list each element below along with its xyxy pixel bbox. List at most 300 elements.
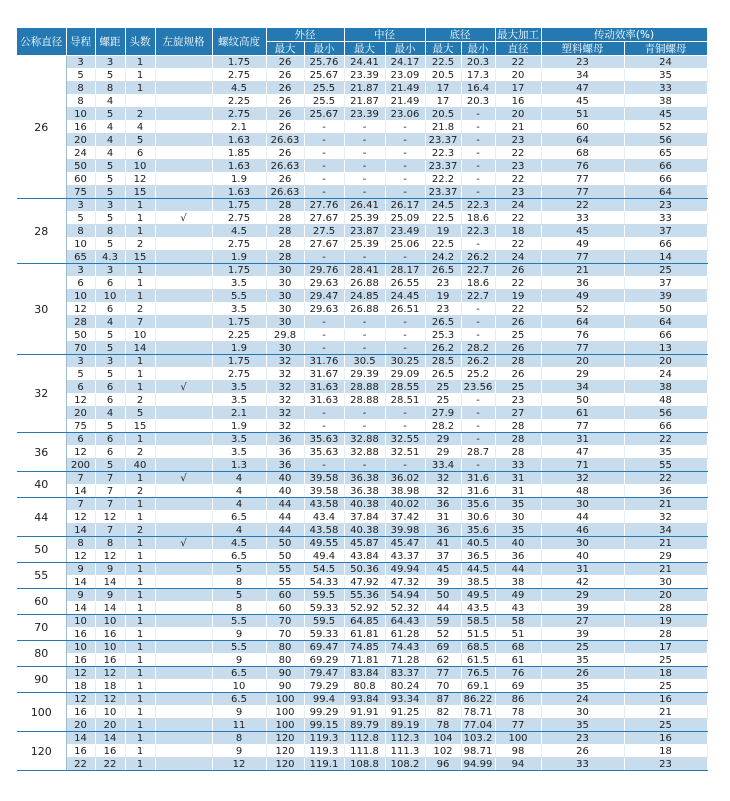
table-cell: 49 xyxy=(541,238,624,251)
table-cell: 35 xyxy=(624,69,707,82)
table-cell: 3.5 xyxy=(212,446,266,459)
table-cell: 26.88 xyxy=(344,277,385,290)
table-cell: 30 xyxy=(266,264,304,277)
table-cell: 31 xyxy=(541,433,624,446)
table-cell: - xyxy=(344,173,385,186)
col-thread-height: 螺纹高度 xyxy=(212,28,266,56)
table-row xyxy=(17,212,707,225)
table-cell: 89.79 xyxy=(344,719,385,732)
table-cell xyxy=(155,329,212,342)
table-cell: 24 xyxy=(66,147,95,160)
table-row xyxy=(17,394,707,407)
col-starts: 头数 xyxy=(125,28,155,56)
table-cell: 1 xyxy=(125,576,155,589)
pitch-max-header: 最大 xyxy=(344,42,385,56)
table-cell: 1 xyxy=(125,693,155,706)
table-cell: - xyxy=(304,251,344,264)
table-cell: 19 xyxy=(425,290,461,303)
table-cell: 59.33 xyxy=(304,628,344,641)
table-cell: 32 xyxy=(425,485,461,498)
table-cell: 28 xyxy=(495,355,541,368)
table-cell: 23 xyxy=(425,303,461,316)
table-cell: 44 xyxy=(425,602,461,615)
table-cell: 7 xyxy=(95,498,125,511)
table-cell xyxy=(155,238,212,251)
table-cell: 31.67 xyxy=(304,368,344,381)
table-cell: 4 xyxy=(95,407,125,420)
table-cell: 23 xyxy=(425,277,461,290)
table-cell: 26 xyxy=(266,95,304,108)
table-cell: 29.39 xyxy=(344,368,385,381)
table-cell: - xyxy=(461,147,495,160)
table-cell: 16.4 xyxy=(461,82,495,95)
table-cell: 29 xyxy=(541,368,624,381)
table-cell: - xyxy=(461,121,495,134)
nominal-diameter-cell: 30 xyxy=(17,264,66,355)
table-cell: 25.5 xyxy=(304,95,344,108)
table-cell: 38.98 xyxy=(385,485,425,498)
table-cell: 22 xyxy=(624,433,707,446)
table-cell: 16 xyxy=(495,95,541,108)
table-row xyxy=(17,537,707,550)
col-pitch: 螺距 xyxy=(95,28,125,56)
table-row xyxy=(17,550,707,563)
table-cell: 12 xyxy=(66,550,95,563)
table-cell: 3.5 xyxy=(212,433,266,446)
nominal-diameter-cell: 100 xyxy=(17,693,66,732)
table-cell: 5 xyxy=(212,563,266,576)
table-cell: 17.3 xyxy=(461,69,495,82)
table-cell xyxy=(155,225,212,238)
table-cell: 66 xyxy=(624,160,707,173)
table-row xyxy=(17,628,707,641)
table-row xyxy=(17,82,707,95)
table-cell: 10 xyxy=(95,290,125,303)
table-cell: 14 xyxy=(95,602,125,615)
table-cell: - xyxy=(461,316,495,329)
table-cell: 25.67 xyxy=(304,69,344,82)
table-cell: 30.6 xyxy=(461,511,495,524)
table-cell: 68 xyxy=(541,147,624,160)
table-cell: 69.1 xyxy=(461,680,495,693)
table-cell: - xyxy=(385,342,425,355)
table-cell: 21 xyxy=(541,264,624,277)
table-cell: 25 xyxy=(495,381,541,394)
table-cell: 2 xyxy=(125,238,155,251)
nominal-diameter-cell: 44 xyxy=(17,498,66,537)
table-cell: 4.5 xyxy=(212,537,266,550)
table-cell xyxy=(155,615,212,628)
table-cell: 23.87 xyxy=(344,225,385,238)
table-cell: - xyxy=(461,303,495,316)
bronze-nut-header: 青铜螺母 xyxy=(624,42,707,56)
nominal-diameter-cell: 90 xyxy=(17,667,66,693)
table-cell: 60 xyxy=(266,602,304,615)
thread-spec-table xyxy=(17,28,708,771)
table-cell: 3 xyxy=(66,264,95,277)
table-cell: 26 xyxy=(495,368,541,381)
table-cell: 9 xyxy=(212,745,266,758)
table-cell: 27.67 xyxy=(304,238,344,251)
table-cell: 6 xyxy=(95,433,125,446)
table-cell: 1 xyxy=(125,264,155,277)
table-cell: 38 xyxy=(624,381,707,394)
col-max-machining: 最大加工 xyxy=(497,28,539,41)
table-row xyxy=(17,589,707,602)
outer-max-header: 最大 xyxy=(266,42,304,56)
table-cell: 22.3 xyxy=(425,147,461,160)
table-cell: 68.5 xyxy=(461,641,495,654)
table-cell: 27.76 xyxy=(304,199,344,212)
table-cell: 77 xyxy=(495,719,541,732)
table-cell xyxy=(155,355,212,368)
table-cell: 39 xyxy=(425,576,461,589)
table-cell: 3 xyxy=(66,56,95,69)
table-cell: 7 xyxy=(95,472,125,485)
table-row xyxy=(17,654,707,667)
table-cell: 43.84 xyxy=(344,550,385,563)
table-cell: - xyxy=(344,420,385,433)
table-cell: 5.5 xyxy=(212,290,266,303)
table-cell: 22.5 xyxy=(425,56,461,69)
table-cell: 77 xyxy=(541,251,624,264)
table-cell: 20 xyxy=(624,355,707,368)
table-cell: 1 xyxy=(125,277,155,290)
table-cell: 9 xyxy=(66,589,95,602)
table-cell: 23.09 xyxy=(385,69,425,82)
table-cell: 4 xyxy=(212,472,266,485)
table-row xyxy=(17,381,707,394)
table-cell: 3.5 xyxy=(212,277,266,290)
table-cell: 21.49 xyxy=(385,95,425,108)
table-cell: 28 xyxy=(495,433,541,446)
table-cell: 5 xyxy=(95,238,125,251)
table-cell xyxy=(155,589,212,602)
table-cell: 60 xyxy=(66,173,95,186)
table-row xyxy=(17,602,707,615)
table-cell: 16 xyxy=(95,654,125,667)
table-cell: 39 xyxy=(541,602,624,615)
table-cell xyxy=(155,56,212,69)
table-cell: 50 xyxy=(266,550,304,563)
table-cell xyxy=(155,693,212,706)
table-cell: 7 xyxy=(95,485,125,498)
table-cell xyxy=(155,667,212,680)
table-cell: 1 xyxy=(125,225,155,238)
table-cell: 76 xyxy=(495,667,541,680)
table-cell xyxy=(155,134,212,147)
table-cell: 30 xyxy=(495,511,541,524)
table-cell: 64 xyxy=(541,316,624,329)
table-cell: 25 xyxy=(425,394,461,407)
table-cell: 12 xyxy=(125,173,155,186)
table-cell: 58 xyxy=(495,615,541,628)
table-cell: 54.94 xyxy=(385,589,425,602)
table-cell xyxy=(155,641,212,654)
table-cell xyxy=(155,160,212,173)
nominal-diameter-cell: 28 xyxy=(17,199,66,264)
table-cell xyxy=(155,628,212,641)
table-cell: 78 xyxy=(425,719,461,732)
table-cell: 40.38 xyxy=(344,498,385,511)
table-cell: 35.63 xyxy=(304,446,344,459)
table-cell: 28.88 xyxy=(344,381,385,394)
table-cell: 20.5 xyxy=(425,69,461,82)
table-cell: - xyxy=(461,459,495,472)
table-cell xyxy=(155,121,212,134)
table-cell: 5 xyxy=(66,69,95,82)
table-cell: 2.75 xyxy=(212,368,266,381)
table-cell: 37 xyxy=(624,277,707,290)
table-cell: 22 xyxy=(495,147,541,160)
table-cell: 50.36 xyxy=(344,563,385,576)
table-cell: 61.81 xyxy=(344,628,385,641)
table-cell: 94 xyxy=(495,758,541,771)
table-cell: 52 xyxy=(425,628,461,641)
table-cell: 1.9 xyxy=(212,420,266,433)
table-cell: 1 xyxy=(125,563,155,576)
table-cell: 4 xyxy=(95,121,125,134)
root-max-header: 最大 xyxy=(425,42,461,56)
table-row xyxy=(17,329,707,342)
table-cell: 4 xyxy=(95,134,125,147)
table-cell: 108.8 xyxy=(344,758,385,771)
table-cell: 28.41 xyxy=(344,264,385,277)
table-cell: 31 xyxy=(495,472,541,485)
table-cell: 23 xyxy=(624,758,707,771)
table-cell: 5.5 xyxy=(212,615,266,628)
table-cell: 29.76 xyxy=(304,264,344,277)
table-cell: 35.63 xyxy=(304,433,344,446)
plastic-nut-header: 塑料螺母 xyxy=(541,42,624,56)
table-cell: 6 xyxy=(95,381,125,394)
table-cell: 8 xyxy=(212,576,266,589)
table-cell: 35 xyxy=(541,680,624,693)
table-cell: 22 xyxy=(495,56,541,69)
table-cell: 120 xyxy=(266,732,304,745)
table-cell: 30 xyxy=(624,576,707,589)
pitch-min-header: 最小 xyxy=(385,42,425,56)
table-cell: 32.55 xyxy=(385,433,425,446)
table-cell: 9 xyxy=(212,628,266,641)
table-cell: 104 xyxy=(425,732,461,745)
table-cell: 80 xyxy=(266,641,304,654)
table-cell: 32 xyxy=(266,394,304,407)
table-cell: 26.63 xyxy=(266,186,304,199)
table-cell: 1 xyxy=(125,69,155,82)
table-cell: 1 xyxy=(125,433,155,446)
table-cell: - xyxy=(385,134,425,147)
table-cell: 83.84 xyxy=(344,667,385,680)
table-cell: 1 xyxy=(125,719,155,732)
table-cell: 30 xyxy=(266,303,304,316)
table-cell: 23.37 xyxy=(425,160,461,173)
table-cell: - xyxy=(344,459,385,472)
table-cell xyxy=(155,758,212,771)
table-cell: 70 xyxy=(425,680,461,693)
table-row xyxy=(17,524,707,537)
table-cell: 120 xyxy=(266,758,304,771)
table-row xyxy=(17,706,707,719)
table-cell: 3 xyxy=(95,355,125,368)
table-cell: - xyxy=(344,251,385,264)
table-cell: 39 xyxy=(624,290,707,303)
table-cell: - xyxy=(304,316,344,329)
table-cell: 12 xyxy=(66,511,95,524)
table-cell: 35.6 xyxy=(461,524,495,537)
table-cell: - xyxy=(385,173,425,186)
table-cell: 14 xyxy=(624,251,707,264)
table-cell: 31 xyxy=(541,563,624,576)
table-row xyxy=(17,511,707,524)
table-cell: 12 xyxy=(95,693,125,706)
table-cell: - xyxy=(385,459,425,472)
table-cell: 200 xyxy=(66,459,95,472)
table-cell: 23.37 xyxy=(425,186,461,199)
table-cell: - xyxy=(344,121,385,134)
table-cell: 32 xyxy=(266,420,304,433)
table-cell xyxy=(155,264,212,277)
table-cell: 34 xyxy=(541,69,624,82)
table-cell: 7 xyxy=(125,316,155,329)
table-row xyxy=(17,472,707,485)
table-cell: 10 xyxy=(95,641,125,654)
table-cell: 56 xyxy=(624,134,707,147)
table-cell: 26.63 xyxy=(266,134,304,147)
table-cell: 33 xyxy=(624,82,707,95)
table-cell: 8 xyxy=(66,82,95,95)
table-cell: 12 xyxy=(66,667,95,680)
table-cell: 1 xyxy=(125,472,155,485)
table-cell: 26 xyxy=(266,69,304,82)
table-cell: 66 xyxy=(624,329,707,342)
table-cell: 90 xyxy=(266,680,304,693)
table-cell: 25.67 xyxy=(304,108,344,121)
table-cell: 52.32 xyxy=(385,602,425,615)
table-cell: 103.2 xyxy=(461,732,495,745)
table-cell: - xyxy=(344,186,385,199)
table-cell: 4.3 xyxy=(95,251,125,264)
table-cell: 30 xyxy=(266,342,304,355)
table-cell: 36 xyxy=(266,459,304,472)
table-cell: 25.39 xyxy=(344,212,385,225)
table-cell: 61.28 xyxy=(385,628,425,641)
table-cell: 37 xyxy=(624,225,707,238)
table-cell xyxy=(155,498,212,511)
table-cell xyxy=(155,524,212,537)
table-cell: 1 xyxy=(125,537,155,550)
table-cell: 16 xyxy=(624,693,707,706)
table-cell: 36 xyxy=(425,524,461,537)
table-cell: 22.3 xyxy=(461,225,495,238)
table-cell: - xyxy=(344,160,385,173)
table-cell: 3.5 xyxy=(212,303,266,316)
table-cell: 28 xyxy=(624,602,707,615)
table-cell: 3 xyxy=(66,199,95,212)
table-cell: 12 xyxy=(95,667,125,680)
table-cell: 35 xyxy=(495,524,541,537)
table-cell: 12 xyxy=(95,511,125,524)
table-cell: 96 xyxy=(425,758,461,771)
table-cell xyxy=(155,563,212,576)
table-cell: 33 xyxy=(541,758,624,771)
table-cell: 18 xyxy=(66,680,95,693)
table-cell: 19 xyxy=(624,615,707,628)
table-cell xyxy=(155,368,212,381)
table-cell: 40.38 xyxy=(344,524,385,537)
table-cell: 2.1 xyxy=(212,407,266,420)
table-cell: 28.5 xyxy=(425,355,461,368)
table-cell: 8 xyxy=(66,225,95,238)
table-cell: 69 xyxy=(425,641,461,654)
table-cell: 1.63 xyxy=(212,160,266,173)
table-cell: 24 xyxy=(624,56,707,69)
table-cell: 26.2 xyxy=(461,251,495,264)
table-row xyxy=(17,316,707,329)
table-cell: 2.25 xyxy=(212,329,266,342)
table-cell: 25.2 xyxy=(461,368,495,381)
table-cell: 12 xyxy=(66,394,95,407)
table-cell: 7 xyxy=(66,498,95,511)
table-cell: 7 xyxy=(95,524,125,537)
table-cell: 2.75 xyxy=(212,238,266,251)
table-cell: 1.9 xyxy=(212,251,266,264)
table-cell: 5 xyxy=(95,329,125,342)
table-cell: 24.45 xyxy=(385,290,425,303)
table-cell: 25.06 xyxy=(385,238,425,251)
table-cell: 1 xyxy=(125,628,155,641)
table-cell: 1 xyxy=(125,199,155,212)
table-cell: 16 xyxy=(66,654,95,667)
table-cell: 28 xyxy=(266,212,304,225)
table-cell: 2 xyxy=(125,394,155,407)
table-cell: √ xyxy=(155,472,212,485)
table-cell: 20 xyxy=(95,719,125,732)
table-cell: 5 xyxy=(95,212,125,225)
table-cell: 10 xyxy=(66,238,95,251)
table-cell: 19 xyxy=(425,225,461,238)
table-cell: 28 xyxy=(266,251,304,264)
table-cell: 55 xyxy=(624,459,707,472)
table-cell: 44 xyxy=(266,524,304,537)
table-cell: 18.6 xyxy=(461,277,495,290)
table-cell: 1 xyxy=(125,56,155,69)
table-cell: 17 xyxy=(495,82,541,95)
table-cell: 9 xyxy=(212,706,266,719)
table-cell: 18 xyxy=(624,745,707,758)
table-cell xyxy=(155,706,212,719)
table-cell: - xyxy=(461,186,495,199)
table-cell: 74.85 xyxy=(344,641,385,654)
table-cell: - xyxy=(304,459,344,472)
table-cell: - xyxy=(344,407,385,420)
table-cell: - xyxy=(385,407,425,420)
table-cell: 68 xyxy=(495,641,541,654)
table-cell: 24.41 xyxy=(344,56,385,69)
table-cell: 108.2 xyxy=(385,758,425,771)
table-cell: 44 xyxy=(495,563,541,576)
table-cell: 12 xyxy=(66,693,95,706)
table-cell: 59 xyxy=(425,615,461,628)
table-row xyxy=(17,576,707,589)
table-cell: 94.99 xyxy=(461,758,495,771)
table-cell: 8 xyxy=(95,537,125,550)
table-cell: 10 xyxy=(66,615,95,628)
table-cell: 35.6 xyxy=(461,498,495,511)
table-cell: 52 xyxy=(541,303,624,316)
table-row xyxy=(17,277,707,290)
table-cell: 24.5 xyxy=(425,199,461,212)
